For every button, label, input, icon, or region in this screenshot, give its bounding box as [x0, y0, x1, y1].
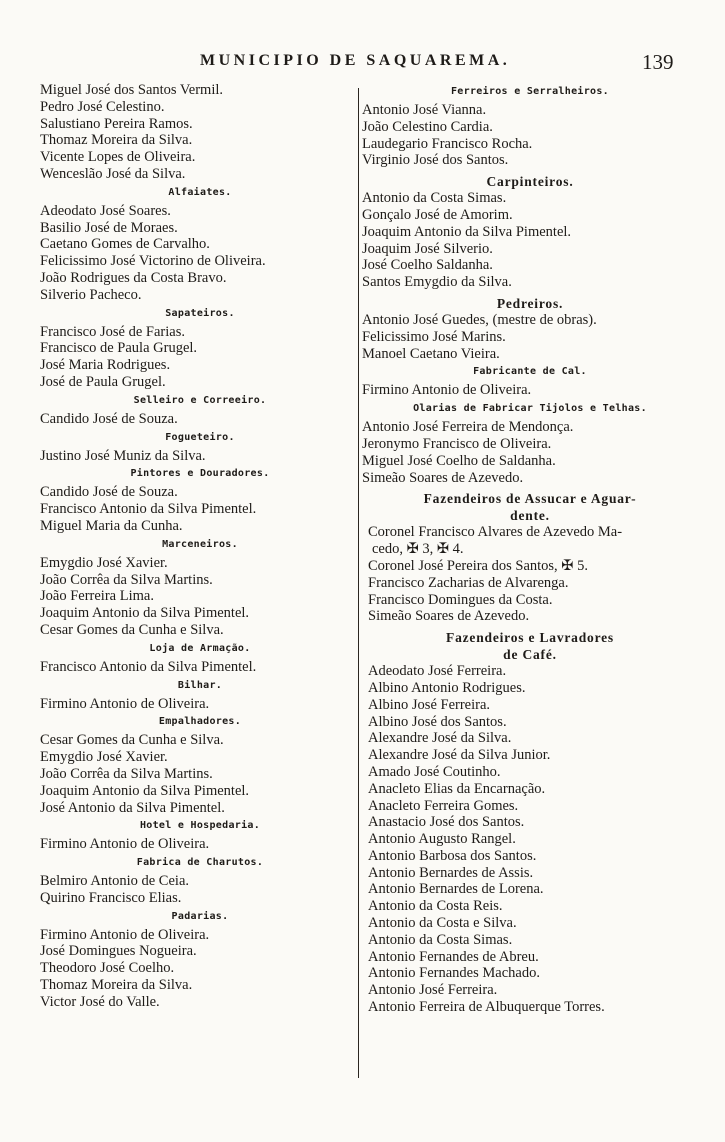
directory-entry: Cesar Gomes da Cunha e Silva.	[40, 621, 224, 638]
left-column	[40, 82, 360, 1011]
directory-entry: Miguel Maria da Cunha.	[40, 517, 183, 534]
directory-entry: cedo, ✠ 3, ✠ 4.	[372, 541, 464, 558]
directory-entry: Miguel José Coelho de Saldanha.	[362, 452, 556, 469]
directory-entry: Antonio Barbosa dos Santos.	[368, 847, 537, 864]
section-heading: Fabrica de Charutos.	[136, 857, 264, 869]
directory-entry: João Ferreira Lima.	[40, 588, 154, 605]
directory-entry: José Domingues Nogueira.	[40, 943, 197, 960]
directory-entry: Theodoro José Coelho.	[40, 960, 175, 977]
directory-entry: Candido José de Souza.	[40, 484, 178, 501]
page-header	[0, 52, 725, 76]
page-number: 139	[642, 50, 674, 74]
directory-entry: Silverio Pacheco.	[40, 286, 142, 303]
directory-entry: Firmino Antonio de Oliveira.	[40, 695, 210, 712]
directory-entry: Albino José Ferreira.	[368, 696, 491, 713]
section-heading: Fazendeiros de Assucar e Aguar-	[423, 491, 637, 507]
directory-entry: Firmino Antonio de Oliveira.	[362, 382, 532, 399]
directory-entry: Vicente Lopes de Oliveira.	[40, 149, 196, 166]
directory-entry: Francisco Domingues da Costa.	[368, 591, 553, 608]
directory-entry: Joaquim Antonio da Silva Pimentel.	[362, 223, 572, 240]
directory-entry: Amado José Coutinho.	[368, 763, 501, 780]
directory-entry: Adeodato José Ferreira.	[368, 663, 507, 680]
right-column	[360, 82, 700, 1016]
section-heading: Bilhar.	[177, 679, 223, 691]
directory-entry: Antonio da Costa Reis.	[368, 898, 503, 915]
directory-entry: Laudegario Francisco Rocha.	[362, 135, 533, 152]
directory-entry: Anastacio José dos Santos.	[368, 814, 525, 831]
section-heading: de Café.	[503, 647, 557, 663]
directory-entry: João Celestino Cardia.	[362, 118, 493, 135]
directory-entry: Francisco Zacharias de Alvarenga.	[368, 574, 569, 591]
directory-entry: Pedro José Celestino.	[40, 98, 165, 115]
directory-entry: Antonio José Ferreira de Mendonça.	[362, 419, 574, 436]
directory-entry: Thomaz Moreira da Silva.	[40, 977, 193, 994]
directory-entry: Cesar Gomes da Cunha e Silva.	[40, 732, 224, 749]
directory-entry: Basilio José de Moraes.	[40, 219, 178, 236]
directory-entry: Antonio Bernardes de Lorena.	[368, 881, 544, 898]
directory-entry: Coronel José Pereira dos Santos, ✠ 5.	[368, 557, 588, 574]
directory-entry: Justino José Muniz da Silva.	[40, 447, 206, 464]
directory-entry: Quirino Francisco Elias.	[40, 889, 182, 906]
directory-entry: Antonio José Ferreira.	[368, 982, 498, 999]
directory-entry: Felicissimo José Marins.	[362, 328, 506, 345]
directory-entry: Antonio da Costa e Silva.	[368, 915, 517, 932]
directory-entry: Manoel Caetano Vieira.	[362, 345, 500, 362]
directory-entry: Coronel Francisco Alvares de Azevedo Ma-	[368, 524, 623, 541]
directory-entry: Joaquim Antonio da Silva Pimentel.	[40, 782, 250, 799]
directory-entry: Francisco Antonio da Silva Pimentel.	[40, 501, 257, 518]
directory-entry: Antonio Fernandes de Abreu.	[368, 948, 539, 965]
section-heading: Alfaiates.	[168, 186, 232, 198]
section-heading: Ferreiros e Serralheiros.	[450, 86, 609, 97]
directory-entry: Emygdio José Xavier.	[40, 554, 168, 571]
directory-entry: Anacleto Elias da Encarnação.	[368, 780, 546, 797]
directory-entry: José de Paula Grugel.	[40, 373, 166, 390]
directory-entry: Francisco de Paula Grugel.	[40, 340, 198, 357]
section-heading: Fazendeiros e Lavradores	[446, 630, 614, 646]
directory-entry: Antonio Fernandes Machado.	[368, 965, 540, 982]
section-heading: Padarias.	[171, 910, 229, 922]
directory-entry: Francisco José de Farias.	[40, 323, 185, 340]
section-heading: Empalhadores.	[158, 716, 242, 728]
directory-entry: Antonio da Costa Simas.	[362, 190, 507, 207]
directory-entry: Miguel José dos Santos Vermil.	[40, 82, 223, 98]
directory-entry: Antonio José Vianna.	[362, 102, 487, 118]
directory-entry: Simeão Soares de Azevedo.	[362, 469, 524, 486]
directory-entry: Joaquim José Silverio.	[362, 240, 493, 257]
directory-entry: José Antonio da Silva Pimentel.	[40, 799, 225, 816]
directory-entry: José Maria Rodrigues.	[40, 357, 171, 374]
directory-entry: Firmino Antonio de Oliveira.	[40, 836, 210, 853]
directory-entry: Wenceslão José da Silva.	[40, 165, 186, 182]
directory-entry: Joaquim Antonio da Silva Pimentel.	[40, 605, 250, 622]
directory-entry: Francisco Antonio da Silva Pimentel.	[40, 658, 257, 675]
section-heading: Pedreiros.	[496, 295, 564, 311]
directory-entry: Caetano Gomes de Carvalho.	[40, 236, 210, 253]
section-heading: Fabricante de Cal.	[473, 366, 587, 378]
directory-entry: João Rodrigues da Costa Bravo.	[40, 269, 227, 286]
directory-entry: Albino Antonio Rodrigues.	[368, 679, 526, 696]
directory-entry: José Coelho Saldanha.	[362, 257, 493, 274]
section-heading: Pintores e Douradores.	[130, 468, 270, 480]
section-heading: dente.	[510, 508, 550, 524]
directory-entry: João Corrêa da Silva Martins.	[40, 765, 213, 782]
directory-entry: Antonio José Guedes, (mestre de obras).	[362, 311, 597, 328]
directory-entry: Alexandre José da Silva Junior.	[368, 747, 551, 764]
directory-entry: Candido José de Souza.	[40, 410, 178, 427]
directory-entry: Gonçalo José de Amorim.	[362, 206, 513, 223]
section-heading: Carpinteiros.	[486, 174, 574, 190]
directory-entry: Anacleto Ferreira Gomes.	[368, 797, 519, 814]
directory-entry: Firmino Antonio de Oliveira.	[40, 926, 210, 943]
section-heading: Fogueteiro.	[165, 431, 235, 443]
directory-entry: Santos Emygdio da Silva.	[362, 274, 512, 291]
directory-entry: Albino José dos Santos.	[368, 713, 507, 730]
section-heading: Sapateiros.	[165, 307, 235, 319]
section-heading: Olarias de Fabricar Tijolos e Telhas.	[413, 403, 647, 415]
section-heading: Hotel e Hospedaria.	[139, 820, 261, 832]
directory-entry: Felicissimo José Victorino de Oliveira.	[40, 253, 266, 270]
directory-entry: Virginio José dos Santos.	[362, 152, 509, 169]
page-title: MUNICIPIO DE SAQUAREMA.	[200, 52, 511, 69]
directory-entry: Salustiano Pereira Ramos.	[40, 115, 193, 132]
directory-entry: Antonio da Costa Simas.	[368, 931, 513, 948]
directory-entry: Antonio Ferreira de Albuquerque Torres.	[368, 999, 605, 1016]
directory-entry: Antonio Bernardes de Assis.	[368, 864, 534, 881]
directory-entry: Victor José do Valle.	[40, 993, 160, 1010]
directory-entry: Adeodato José Soares.	[40, 202, 171, 219]
directory-entry: Alexandre José da Silva.	[368, 730, 512, 747]
directory-entry: Emygdio José Xavier.	[40, 749, 168, 766]
directory-entry: Thomaz Moreira da Silva.	[40, 132, 193, 149]
directory-entry: Antonio Augusto Rangel.	[368, 831, 516, 848]
section-heading: Marceneiros.	[162, 538, 238, 550]
directory-entry: Jeronymo Francisco de Oliveira.	[362, 435, 552, 452]
directory-entry: Belmiro Antonio de Ceia.	[40, 873, 190, 890]
section-heading: Selleiro e Correeiro.	[133, 394, 267, 406]
section-heading: Loja de Armação.	[149, 642, 251, 654]
directory-entry: João Corrêa da Silva Martins.	[40, 571, 213, 588]
directory-entry: Simeão Soares de Azevedo.	[368, 608, 530, 625]
